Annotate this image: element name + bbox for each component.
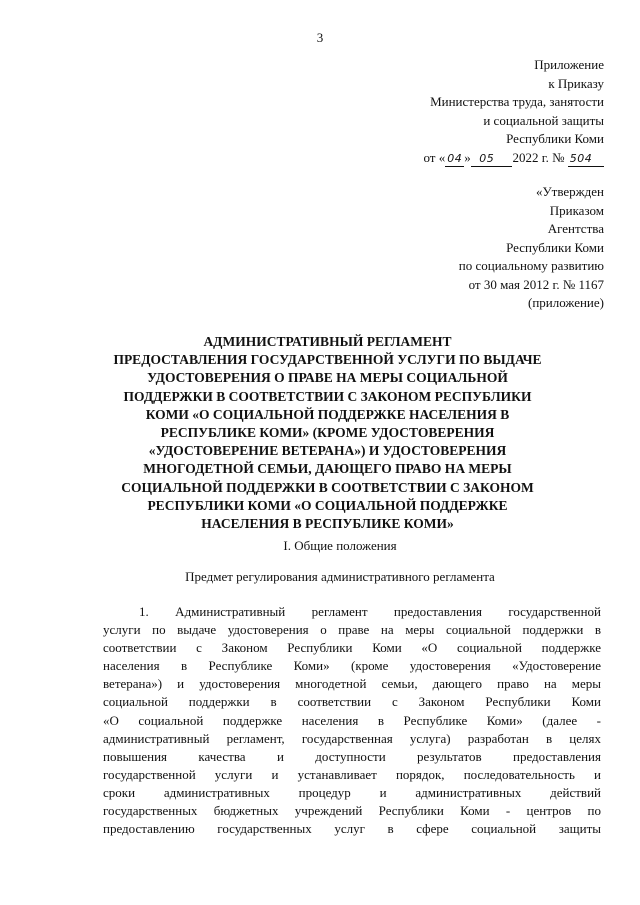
document-title (80, 333, 575, 533)
appendix-line: Приложение (534, 57, 604, 72)
order-number-field (568, 151, 604, 167)
paragraph-line: населения в Республике Коми» (кроме удостоверения «Удостоверение (103, 658, 601, 674)
approved-line: по социальному развитию (458, 258, 604, 273)
title-line: КОМИ «О СОЦИАЛЬНОЙ ПОДДЕРЖКЕ НАСЕЛЕНИЯ В (145, 406, 510, 422)
approved-line: Приказом (549, 202, 604, 218)
date-day: 04 (447, 151, 463, 165)
appendix-line: к Приказу (548, 75, 604, 91)
page-number: 3 (316, 30, 324, 45)
order-number: 504 (569, 151, 593, 165)
title-line: РЕСПУБЛИКЕ КОМИ» (КРОМЕ УДОСТОВЕРЕНИЯ (160, 425, 495, 441)
date-day-field (445, 151, 464, 167)
approved-line: Агентства (547, 221, 604, 236)
approved-block (459, 183, 604, 313)
title-line: МНОГОДЕТНОЙ СЕМЬИ, ДАЮЩЕГО ПРАВО НА МЕРЫ (143, 461, 512, 477)
paragraph-line: услуги по выдаче удостоверения о праве на меры социальной поддержки в (103, 622, 601, 638)
title-line: НАСЕЛЕНИЯ В РЕСПУБЛИКЕ КОМИ» (201, 516, 454, 532)
paragraph-line: 1. Административный регламент предоставления государственной (139, 604, 601, 619)
approved-line: «Утвержден (535, 184, 604, 199)
appendix-block (423, 56, 604, 167)
approved-line: (приложение) (527, 295, 604, 310)
paragraph-line: административный регламент, государственная услуга) разработан в целях (103, 730, 601, 746)
paragraph-line: социальной поддержки в соответствии с Законом Республики Коми (103, 694, 601, 710)
paragraph-line: «О социальной поддержке населения в Республике Коми» (далее - (103, 712, 601, 728)
paragraph-line: государственных бюджетных учреждений Республики Коми - центров по (103, 803, 601, 819)
date-prefix: от « (423, 149, 446, 165)
title-line: АДМИНИСТРАТИВНЫЙ РЕГЛАМЕНТ (203, 334, 452, 349)
date-month-field (471, 151, 513, 167)
appendix-date-line (423, 149, 604, 168)
paragraph-line: государственной услуги и устанавливает порядок, последовательность и (103, 766, 601, 782)
title-line: «УДОСТОВЕРЕНИЕ ВЕТЕРАНА») И УДОСТОВЕРЕНИЯ (148, 443, 507, 459)
date-month: 05 (479, 151, 495, 165)
approved-line: от 30 мая 2012 г. № 1167 (468, 276, 604, 292)
title-line: УДОСТОВЕРЕНИЯ О ПРАВЕ НА МЕРЫ СОЦИАЛЬНОЙ (147, 370, 508, 386)
title-line: СОЦИАЛЬНОЙ ПОДДЕРЖКИ В СООТВЕТСТВИИ С ЗАКОНОМ (121, 479, 534, 495)
title-line: РЕСПУБЛИКИ КОМИ «О СОЦИАЛЬНОЙ ПОДДЕРЖКЕ (147, 497, 508, 513)
paragraph-line: сроки административных процедур и административных действий (103, 784, 601, 800)
date-mid: » (464, 149, 471, 165)
appendix-line: Министерства труда, занятости (430, 94, 604, 109)
paragraph-line: предоставлению государственных услуг в сфере социальной защиты (103, 821, 601, 837)
title-line: ПРЕДОСТАВЛЕНИЯ ГОСУДАРСТВЕННОЙ УСЛУГИ ПО ВЫДАЧЕ (113, 352, 542, 368)
appendix-line: Республики Коми (506, 131, 604, 146)
paragraph-line: ветерана») и удостоверения многодетной семьи, дающего право на меры (103, 676, 601, 692)
paragraph-line: соответствии с Законом Республики Коми «О социальной поддержке (103, 640, 601, 656)
appendix-line: и социальной защиты (483, 112, 604, 128)
approved-line: Республики Коми (506, 239, 604, 255)
body-paragraph (103, 603, 601, 838)
subject-heading: Предмет регулирования административного регламента (185, 569, 495, 584)
section-heading: I. Общие положения (283, 538, 397, 553)
date-year: 2022 г. № (512, 149, 565, 165)
title-line: ПОДДЕРЖКИ В СООТВЕТСТВИИ С ЗАКОНОМ РЕСПУБЛИКИ (123, 388, 532, 404)
paragraph-line: повышения качества и доступности результатов предоставления (103, 748, 601, 764)
